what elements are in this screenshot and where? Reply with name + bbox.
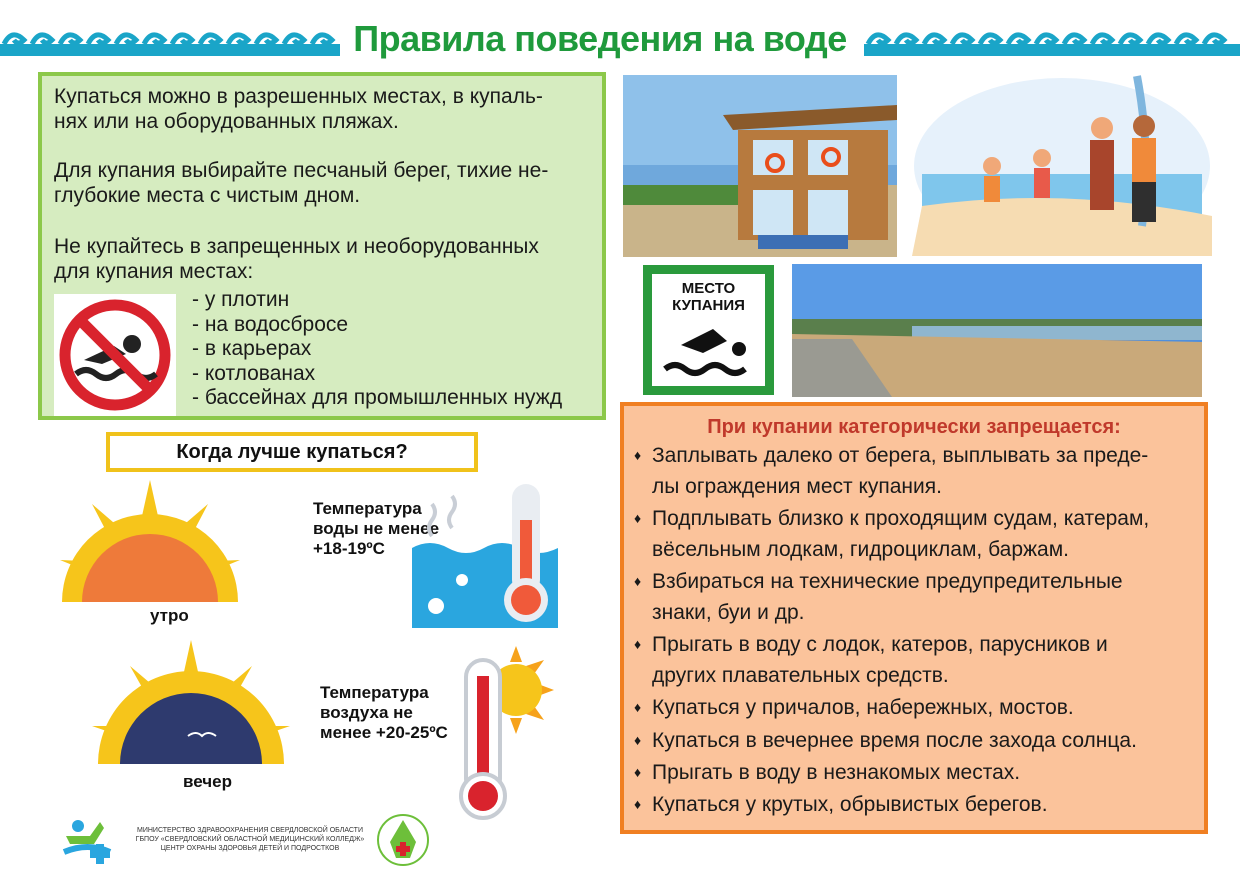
sign-line-2: КУПАНИЯ bbox=[672, 297, 745, 314]
diamond-bullet-icon: ♦ bbox=[634, 699, 642, 715]
swimming-place-sign bbox=[643, 265, 774, 395]
evening-label: вечер bbox=[183, 772, 232, 791]
water-temp-line: +18-19ºС bbox=[313, 539, 385, 558]
diamond-bullet-icon: ♦ bbox=[634, 447, 642, 463]
diamond-bullet-icon: ♦ bbox=[634, 573, 642, 589]
college-logo bbox=[376, 812, 430, 868]
list-item: - на водосбросе bbox=[192, 312, 349, 336]
ministry-logo bbox=[60, 814, 114, 866]
diamond-bullet-icon: ♦ bbox=[634, 732, 642, 748]
rule-line: Прыгать в воду в незнакомых местах. bbox=[652, 761, 1021, 784]
rule-line: Купаться в вечернее время после захода солнца. bbox=[652, 729, 1137, 752]
intro-line: глубокие места с чистым дном. bbox=[54, 184, 361, 207]
morning-label: утро bbox=[150, 606, 189, 625]
air-temp-line: менее +20-25ºС bbox=[320, 723, 448, 742]
rule-item bbox=[634, 725, 1194, 756]
rule-item bbox=[634, 789, 1194, 820]
list-item: - бассейнах для промышленных нужд bbox=[192, 386, 563, 409]
air-temp-line: Температура bbox=[320, 683, 429, 702]
air-temp-line: воздуха не bbox=[320, 703, 413, 722]
wave-border-left bbox=[0, 22, 340, 56]
air-temperature-text bbox=[320, 683, 448, 743]
list-item: - котлованах bbox=[192, 361, 316, 385]
intro-line: Не купайтесь в запрещенных и необорудованных bbox=[54, 235, 539, 258]
rising-sun-icon bbox=[52, 480, 248, 606]
rule-item bbox=[634, 440, 1194, 502]
page-title: Правила поведения на воде bbox=[353, 18, 847, 59]
when-to-swim-heading: Когда лучше купаться? bbox=[106, 432, 478, 472]
lifeguard-station-photo bbox=[623, 75, 897, 257]
no-swimming-icon bbox=[54, 294, 176, 416]
prohibited-places-list bbox=[192, 288, 562, 411]
intro-line: Для купания выбирайте песчаный берег, тихие не- bbox=[54, 159, 549, 182]
setting-sun-icon bbox=[88, 640, 294, 770]
forbidden-heading: При купании категорически запрещается: bbox=[707, 416, 1121, 438]
intro-line: Купаться можно в разрешенных местах, в купаль- bbox=[54, 85, 543, 108]
diamond-bullet-icon: ♦ bbox=[634, 510, 642, 526]
rule-item bbox=[634, 692, 1194, 723]
rule-line: Купаться у причалов, набережных, мостов. bbox=[652, 696, 1074, 719]
footer-line: ЦЕНТР ОХРАНЫ ЗДОРОВЬЯ ДЕТЕЙ И ПОДРОСТКОВ bbox=[160, 845, 340, 852]
rule-line: Взбираться на технические предупредительные bbox=[652, 570, 1123, 593]
water-temp-line: воды не менее bbox=[313, 519, 440, 538]
sandy-beach-photo bbox=[792, 264, 1202, 397]
intro-line: нях или на оборудованных пляжах. bbox=[54, 110, 399, 133]
footer-line: ГБПОУ «СВЕРДЛОВСКИЙ ОБЛАСТНОЙ МЕДИЦИНСКИЙ КОЛЛЕДЖ» bbox=[135, 836, 365, 843]
rule-line: вёсельным лодкам, гидроциклам, баржам. bbox=[652, 538, 1069, 561]
list-item: - у плотин bbox=[192, 288, 290, 311]
footer-organization-text bbox=[130, 826, 370, 853]
rule-line: Прыгать в воду с лодок, катеров, парусников и bbox=[652, 633, 1108, 656]
sun-thermometer-icon bbox=[446, 646, 556, 820]
rule-line: Заплывать далеко от берега, выплывать за преде- bbox=[652, 444, 1149, 467]
rule-line: лы ограждения мест купания. bbox=[652, 475, 942, 498]
sign-line-1: МЕСТО bbox=[681, 280, 736, 297]
family-beach-illustration bbox=[912, 66, 1212, 256]
footer-line: МИНИСТЕРСТВО ЗДРАВООХРАНЕНИЯ СВЕРДЛОВСКОЙ ОБЛАСТИ bbox=[137, 827, 363, 834]
water-thermometer-icon bbox=[412, 484, 558, 628]
rule-line: Купаться у крутых, обрывистых берегов. bbox=[652, 793, 1048, 816]
intro-paragraph-1 bbox=[54, 84, 543, 134]
rule-item bbox=[634, 566, 1194, 628]
intro-line: для купания местах: bbox=[54, 260, 254, 283]
wave-border-right bbox=[864, 22, 1240, 56]
rule-line: Подплывать близко к проходящим судам, катерам, bbox=[652, 507, 1150, 530]
list-item: - в карьерах bbox=[192, 337, 312, 360]
rule-item bbox=[634, 757, 1194, 788]
diamond-bullet-icon: ♦ bbox=[634, 796, 642, 812]
diamond-bullet-icon: ♦ bbox=[634, 764, 642, 780]
rule-item bbox=[634, 503, 1194, 565]
intro-paragraph-2 bbox=[54, 158, 548, 208]
rule-line: других плавательных средств. bbox=[652, 664, 949, 687]
water-temp-line: Температура bbox=[313, 499, 422, 518]
rule-line: знаки, буи и др. bbox=[652, 601, 805, 624]
intro-paragraph-3 bbox=[54, 234, 539, 284]
diamond-bullet-icon: ♦ bbox=[634, 636, 642, 652]
rule-item bbox=[634, 629, 1194, 691]
allowed-places-panel bbox=[38, 72, 606, 420]
forbidden-actions-panel bbox=[620, 402, 1208, 834]
